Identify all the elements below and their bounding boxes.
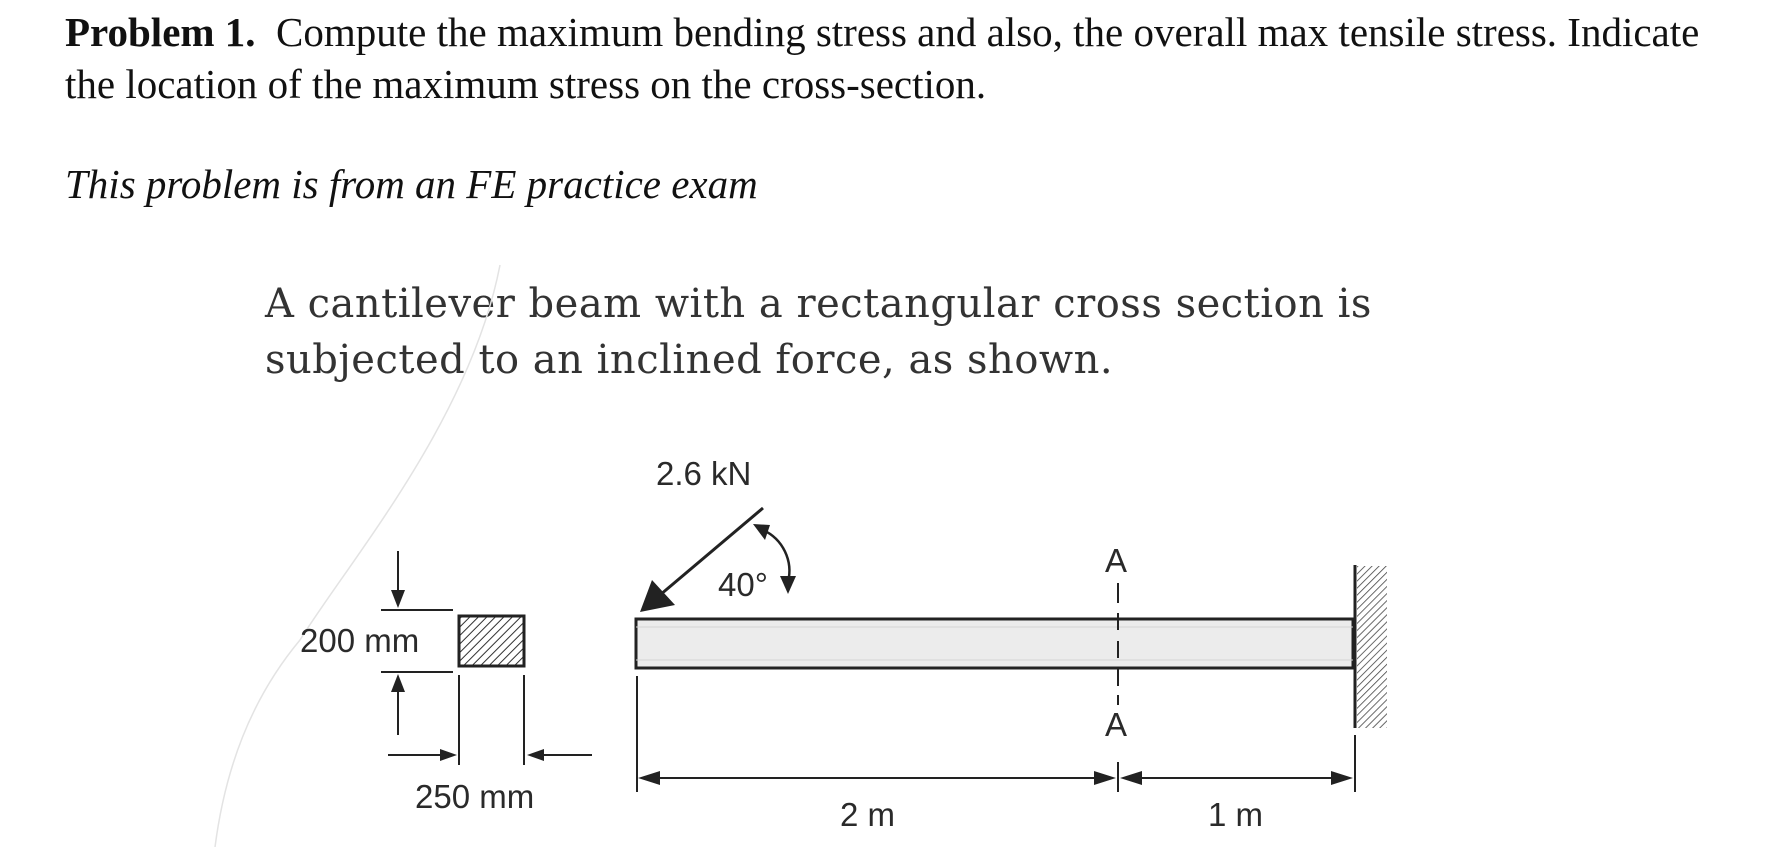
length-dimensions	[637, 676, 1355, 833]
cross-section-rect	[459, 616, 524, 666]
force-label: 2.6 kN	[656, 455, 752, 492]
length-2-label: 1 m	[1208, 796, 1264, 833]
cross-section-sketch	[300, 551, 592, 815]
problem-label: Problem 1.	[65, 9, 256, 55]
section-marker-top: A	[1105, 542, 1128, 579]
angle-label: 40°	[718, 566, 768, 603]
beam-body	[636, 619, 1353, 668]
beam	[636, 619, 1353, 668]
dim-arrow-right-icon	[1094, 771, 1116, 785]
source-note: This problem is from an FE practice exam	[65, 161, 758, 207]
beam-description: A cantilever beam with a rectangular cross section is subjected to an inclined force, as shown.	[265, 281, 1372, 383]
dim-arrow-left-icon	[638, 771, 660, 785]
section-height-label: 200 mm	[300, 622, 420, 659]
width-arrow-left-icon	[527, 749, 544, 761]
width-arrow-right-icon	[440, 749, 457, 761]
problem-text: Compute the maximum bending stress and also, the overall max tensile stress. Indicate the location of the maximum stress on the cross-section.	[65, 9, 1700, 107]
fixed-wall-support	[1355, 565, 1387, 728]
angle-arrow-bottom-icon	[780, 576, 796, 594]
inclined-force	[640, 455, 796, 612]
angle-arrow-top-icon	[753, 524, 770, 540]
dim-arrow-right-2-icon	[1331, 771, 1353, 785]
dim-arrow-left-2-icon	[1120, 771, 1142, 785]
scan-artifact-line	[215, 265, 500, 847]
section-width-label: 250 mm	[415, 778, 535, 815]
force-arrowhead-icon	[640, 580, 675, 612]
height-arrow-down-icon	[391, 590, 405, 608]
section-marker-bottom: A	[1105, 706, 1128, 743]
wall-hatching	[1357, 566, 1387, 728]
length-1-label: 2 m	[840, 796, 896, 833]
